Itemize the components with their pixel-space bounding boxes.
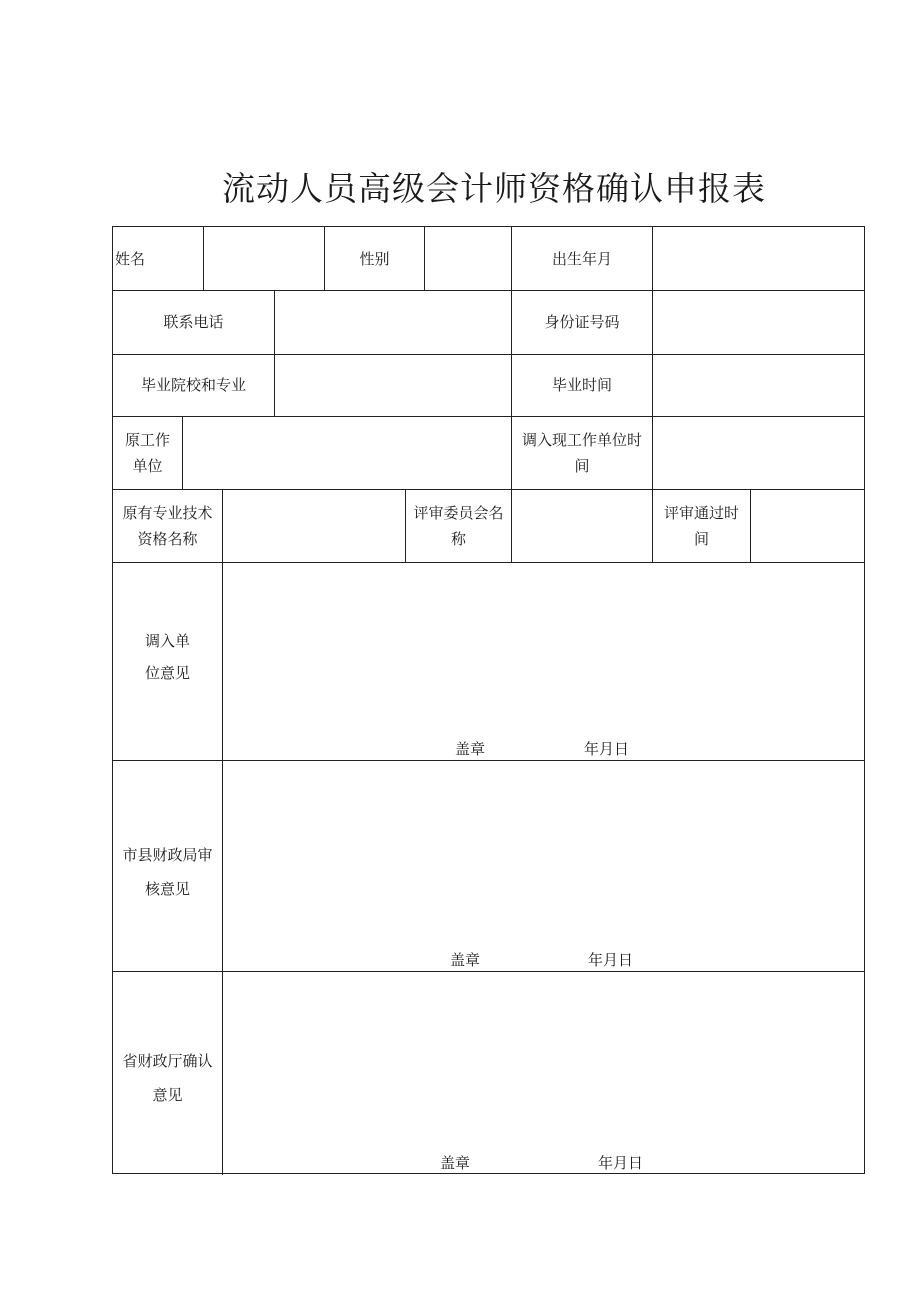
grad-time-label: 毕业时间 bbox=[551, 376, 612, 394]
transfer-time-label: 调入现工作单位时 间 bbox=[521, 430, 642, 475]
name-field[interactable] bbox=[204, 227, 324, 290]
city-opinion-label: 市县财政局审 核意见 bbox=[122, 846, 213, 898]
name-label: 姓名 bbox=[115, 249, 146, 268]
orig-title-field[interactable] bbox=[223, 489, 405, 562]
city-seal-label: 盖章 bbox=[450, 951, 481, 969]
phone-label: 联系电话 bbox=[163, 313, 224, 331]
city-opinion-field[interactable] bbox=[223, 760, 864, 971]
school-major-field[interactable] bbox=[275, 354, 511, 416]
gender-field[interactable] bbox=[425, 227, 511, 290]
phone-field[interactable] bbox=[275, 290, 511, 354]
orig-unit-label: 原工作 单位 bbox=[124, 430, 170, 475]
school-major-label: 毕业院校和专业 bbox=[140, 376, 246, 394]
page-title: 流动人员高级会计师资格确认申报表 bbox=[222, 169, 766, 208]
prov-seal-label: 盖章 bbox=[440, 1154, 471, 1172]
pass-time-field[interactable] bbox=[751, 489, 864, 562]
grad-time-field[interactable] bbox=[653, 354, 864, 416]
prov-date-label: 年月日 bbox=[598, 1154, 644, 1172]
orig-title-label: 原有专业技术 资格名称 bbox=[122, 503, 213, 548]
pass-time-label: 评审通过时 间 bbox=[663, 503, 739, 548]
unit-opinion-field[interactable] bbox=[223, 562, 864, 760]
id-number-label: 身份证号码 bbox=[544, 313, 620, 331]
birth-label: 出生年月 bbox=[551, 249, 612, 268]
application-form bbox=[112, 226, 865, 1174]
committee-field[interactable] bbox=[512, 489, 652, 562]
unit-opinion-label: 调入单 位意见 bbox=[144, 632, 190, 682]
committee-label: 评审委员会名 称 bbox=[413, 503, 504, 548]
prov-opinion-field[interactable] bbox=[223, 971, 864, 1173]
birth-field[interactable] bbox=[653, 227, 864, 290]
unit-seal-label: 盖章 bbox=[455, 740, 486, 758]
city-date-label: 年月日 bbox=[588, 951, 634, 969]
gender-label: 性别 bbox=[359, 249, 390, 268]
id-number-field[interactable] bbox=[653, 290, 864, 354]
unit-date-label: 年月日 bbox=[584, 740, 630, 758]
orig-unit-field[interactable] bbox=[183, 416, 511, 489]
prov-opinion-label: 省财政厅确认 意见 bbox=[122, 1052, 213, 1104]
transfer-time-field[interactable] bbox=[653, 416, 864, 489]
